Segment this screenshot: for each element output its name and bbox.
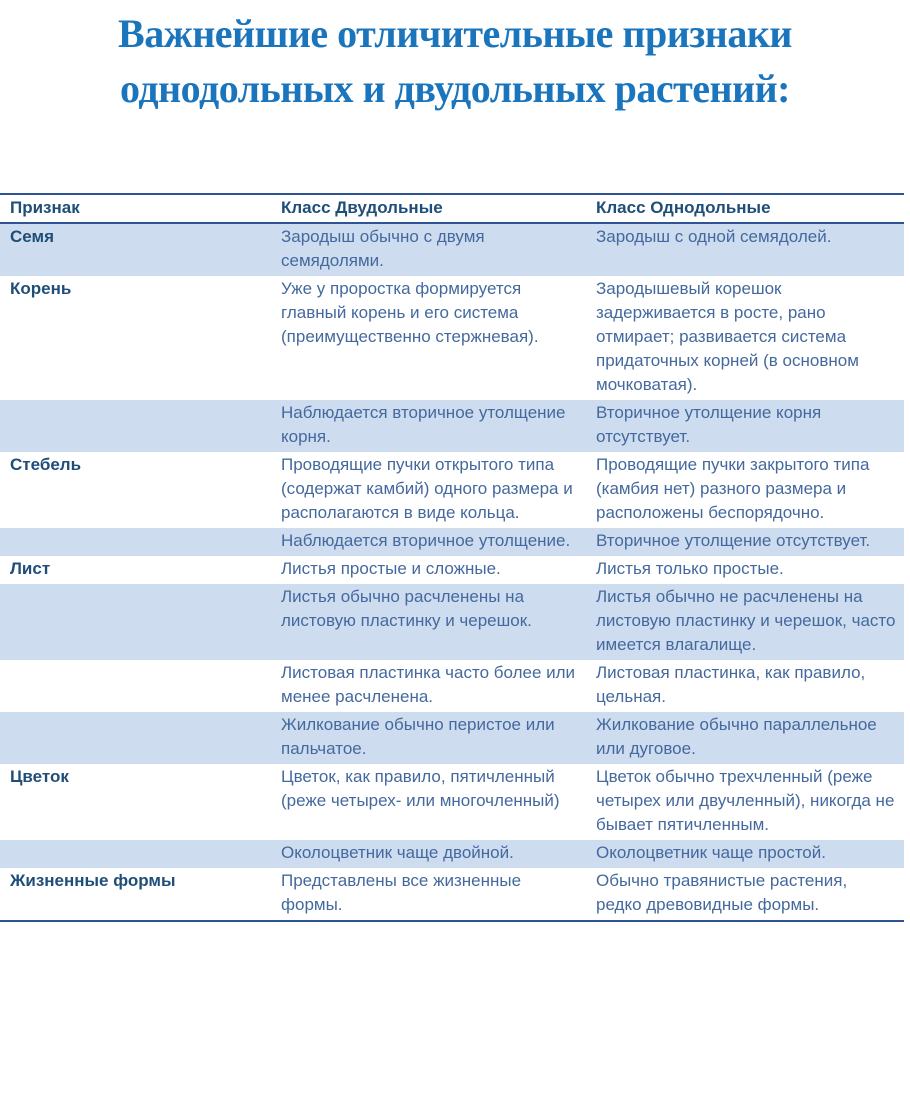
column-header-dicots: Класс Двудольные	[271, 194, 586, 223]
dicot-cell: Жилкование обычно перистое или пальчатое.	[281, 715, 555, 758]
monocot-cell: Обычно травянистые растения, редко древовидные формы.	[596, 871, 848, 914]
table-row	[0, 840, 904, 868]
monocot-cell: Листовая пластинка, как правило, цельная.	[596, 663, 866, 706]
dicot-cell: Зародыш обычно с двумя семядолями.	[281, 227, 485, 270]
dicot-cell: Наблюдается вторичное утолщение корня.	[281, 403, 566, 446]
table-row	[0, 452, 904, 528]
feature-cell: Корень	[10, 279, 72, 298]
dicot-cell: Проводящие пучки открытого типа (содержат камбий) одного размера и располагаются в виде кольца.	[281, 455, 573, 522]
column-header-feature: Признак	[0, 194, 271, 223]
page-title	[0, 0, 910, 116]
monocot-cell: Зародышевый корешок задерживается в росте, рано отмирает; развивается система придаточных корней (в основном мочковатая).	[596, 279, 859, 394]
table-row	[0, 400, 904, 452]
table-header-row	[0, 194, 904, 223]
page-title-line-2: однодольных и двудольных растений:	[120, 66, 790, 111]
dicot-cell: Околоцветник чаще двойной.	[281, 843, 514, 862]
monocot-cell: Цветок обычно трехчленный (реже четырех или двучленный), никогда не бывает пятичленным.	[596, 767, 895, 834]
dicot-cell: Наблюдается вторичное утолщение.	[281, 531, 571, 550]
table-row	[0, 276, 904, 400]
feature-cell	[0, 660, 271, 712]
feature-cell	[0, 400, 271, 452]
dicot-cell: Уже у проростка формируется главный корень и его система (преимущественно стержневая).	[281, 279, 539, 346]
monocot-cell: Проводящие пучки закрытого типа (камбия нет) разного размера и расположены беспорядочно.	[596, 455, 870, 522]
feature-cell: Стебель	[10, 455, 82, 474]
page-title-line-1: Важнейшие отличительные признаки	[118, 11, 792, 56]
feature-cell	[0, 712, 271, 764]
table-row	[0, 868, 904, 921]
dicot-cell: Цветок, как правило, пятичленный (реже четырех- или многочленный)	[281, 767, 560, 810]
table-header	[0, 194, 904, 223]
table-row	[0, 764, 904, 840]
table-row	[0, 223, 904, 276]
table-row	[0, 556, 904, 584]
comparison-table	[0, 193, 904, 922]
monocot-cell: Листья обычно не расчленены на листовую пластинку и черешок, часто имеется влагалище.	[596, 587, 896, 654]
feature-cell	[0, 584, 271, 660]
dicot-cell: Представлены все жизненные формы.	[281, 871, 522, 914]
monocot-cell: Вторичное утолщение отсутствует.	[596, 531, 871, 550]
feature-cell: Лист	[10, 559, 51, 578]
monocot-cell: Зародыш с одной семядолей.	[596, 227, 832, 246]
table-row	[0, 584, 904, 660]
dicot-cell: Листья обычно расчленены на листовую пластинку и черешок.	[281, 587, 532, 630]
dicot-cell: Листья простые и сложные.	[281, 559, 501, 578]
table-row	[0, 660, 904, 712]
feature-cell: Жизненные формы	[10, 871, 176, 890]
feature-cell	[0, 840, 271, 868]
table-row	[0, 712, 904, 764]
column-header-monocots: Класс Однодольные	[586, 194, 904, 223]
feature-cell	[0, 528, 271, 556]
monocot-cell: Листья только простые.	[596, 559, 784, 578]
feature-cell: Цветок	[10, 767, 69, 786]
monocot-cell: Вторичное утолщение корня отсутствует.	[596, 403, 822, 446]
monocot-cell: Жилкование обычно параллельное или дуговое.	[596, 715, 877, 758]
feature-cell: Семя	[10, 227, 55, 246]
table-body	[0, 223, 904, 921]
dicot-cell: Листовая пластинка часто более или менее расчленена.	[281, 663, 576, 706]
table-row	[0, 528, 904, 556]
monocot-cell: Околоцветник чаще простой.	[596, 843, 826, 862]
